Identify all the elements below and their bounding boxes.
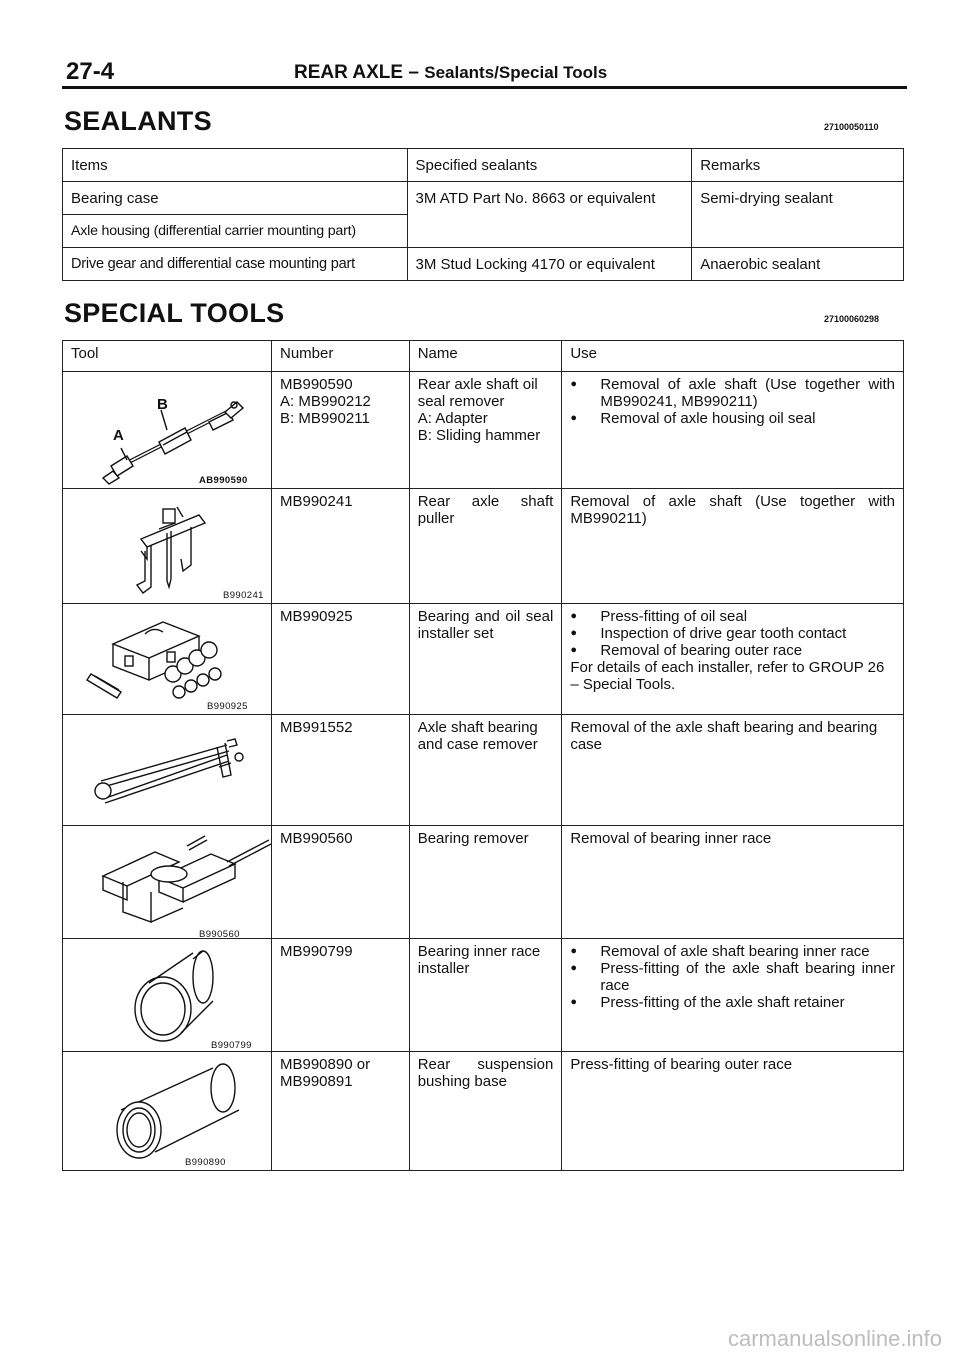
use-item: ● Removal of axle shaft (Use together with MB990241, MB990211) xyxy=(570,376,895,410)
tool-image-cell xyxy=(63,604,272,715)
tool-name: Rear axle shaft oil seal remover xyxy=(417,376,538,410)
inner-race-installer-illustration xyxy=(63,939,271,1051)
remark-cell: Anaerobic sealant xyxy=(692,248,904,281)
table-row xyxy=(63,715,904,826)
special-tools-table xyxy=(62,340,904,1171)
remark-cell-empty xyxy=(692,215,904,248)
use-note: For details of each installer, refer to GROUP 26 – Special Tools. xyxy=(570,659,885,693)
name-cell xyxy=(409,372,562,489)
table-row xyxy=(63,1052,904,1171)
col-header-sealants: Specified sealants xyxy=(407,149,692,182)
special-tools-title: SPECIAL TOOLS xyxy=(64,298,285,328)
tool-number: MB990590 xyxy=(280,376,353,393)
image-code: B990890 xyxy=(185,1157,226,1168)
table-row xyxy=(63,826,904,939)
bearing-case-remover-illustration xyxy=(63,715,271,825)
name-cell xyxy=(409,1052,562,1171)
use-cell xyxy=(562,939,904,1052)
oil-seal-remover-illustration xyxy=(63,372,271,488)
tool-image-cell xyxy=(63,715,272,826)
page-number: 27-4 xyxy=(66,58,115,85)
tool-number: MB991552 xyxy=(280,719,353,736)
remark-cell: Semi-drying sealant xyxy=(692,182,904,215)
tool-number: MB990560 xyxy=(280,830,353,847)
name-cell xyxy=(409,939,562,1052)
number-cell xyxy=(272,489,410,604)
image-code: B990925 xyxy=(207,701,248,712)
table-row xyxy=(63,248,904,281)
tool-name: Rear axle shaft puller xyxy=(417,493,554,527)
table-row xyxy=(63,182,904,215)
number-cell xyxy=(272,372,410,489)
use-item: ● Removal of bearing outer race xyxy=(570,642,895,659)
name-cell xyxy=(409,489,562,604)
item-cell: Axle housing (differential carrier mounting part) xyxy=(63,215,408,248)
use-cell xyxy=(562,372,904,489)
image-code: B990560 xyxy=(199,929,240,940)
table-row xyxy=(63,372,904,489)
col-header-remarks: Remarks xyxy=(692,149,904,182)
image-code: B990799 xyxy=(211,1040,252,1051)
table-row xyxy=(63,215,904,248)
use-item: ● Press-fitting of the axle shaft retainer xyxy=(570,994,895,1011)
tool-number: A: MB990212 xyxy=(280,393,371,410)
page-title xyxy=(294,62,607,84)
item-cell: Bearing case xyxy=(63,182,408,215)
bushing-base-drawing xyxy=(63,1052,271,1170)
number-cell xyxy=(272,715,410,826)
oil-seal-remover-drawing xyxy=(63,372,271,488)
tool-name: Rear suspension bushing base xyxy=(417,1056,554,1090)
col-header-tool: Tool xyxy=(63,341,272,372)
use-item: ● Removal of axle housing oil seal xyxy=(570,410,895,427)
sealants-header-row xyxy=(63,149,904,182)
tool-image-cell xyxy=(63,826,272,939)
bearing-case-remover-drawing xyxy=(63,715,271,825)
axle-shaft-puller-drawing xyxy=(63,489,271,603)
use-item: ● Press-fitting of the axle shaft bearing inner race xyxy=(570,960,895,994)
name-cell xyxy=(409,604,562,715)
sealants-table xyxy=(62,148,904,281)
section-name: REAR AXLE xyxy=(294,62,404,83)
sealant-cell: 3M Stud Locking 4170 or equivalent xyxy=(407,248,692,281)
bearing-remover-drawing xyxy=(63,826,271,938)
number-cell xyxy=(272,1052,410,1171)
tool-number: MB990799 xyxy=(280,943,353,960)
axle-shaft-puller-illustration xyxy=(63,489,271,603)
tool-number: MB990891 xyxy=(280,1073,353,1090)
table-row xyxy=(63,489,904,604)
use-item: ● Press-fitting of oil seal xyxy=(570,608,895,625)
tool-name: A: Adapter xyxy=(417,410,488,427)
sealants-title: SEALANTS xyxy=(64,106,212,136)
tool-name: Bearing inner race installer xyxy=(417,943,541,977)
page-header xyxy=(62,56,907,89)
installer-set-illustration xyxy=(63,604,271,714)
tool-image-cell xyxy=(63,372,272,489)
tool-name: Axle shaft bearing and case remover xyxy=(417,719,538,753)
number-cell xyxy=(272,939,410,1052)
tool-name: Bearing remover xyxy=(417,830,529,847)
use-cell: Removal of the axle shaft bearing and bearing case xyxy=(562,715,904,826)
use-cell: Press-fitting of bearing outer race xyxy=(562,1052,904,1171)
image-code: AB990590 xyxy=(199,475,248,486)
name-cell xyxy=(409,715,562,826)
use-item: ● Removal of axle shaft bearing inner race xyxy=(570,943,895,960)
col-header-name: Name xyxy=(409,341,562,372)
name-cell xyxy=(409,826,562,939)
item-cell: Drive gear and differential case mounting part xyxy=(63,248,408,281)
label-b: B xyxy=(157,396,169,413)
tool-number: MB990241 xyxy=(280,493,353,510)
tool-name: B: Sliding hammer xyxy=(417,427,541,444)
use-cell: Removal of bearing inner race xyxy=(562,826,904,939)
section-subtitle: Sealants/Special Tools xyxy=(424,63,608,82)
col-header-number: Number xyxy=(272,341,410,372)
sealant-cell: 3M ATD Part No. 8663 or equivalent xyxy=(407,182,692,215)
special-tools-code: 27100060298 xyxy=(824,314,880,324)
use-cell: Removal of axle shaft (Use together with MB990211) xyxy=(562,489,904,604)
tool-image-cell xyxy=(63,489,272,604)
use-list xyxy=(570,376,895,427)
tool-number: MB990925 xyxy=(280,608,353,625)
label-a: A xyxy=(113,427,125,444)
sealant-cell-empty xyxy=(407,215,692,248)
tool-image-cell xyxy=(63,1052,272,1171)
tool-number: MB990890 or xyxy=(280,1056,371,1073)
use-list xyxy=(570,608,895,659)
use-cell xyxy=(562,604,904,715)
col-header-items: Items xyxy=(63,149,408,182)
table-row xyxy=(63,604,904,715)
table-row xyxy=(63,939,904,1052)
tool-number: B: MB990211 xyxy=(280,410,370,427)
col-header-use: Use xyxy=(562,341,904,372)
inner-race-installer-drawing xyxy=(63,939,271,1051)
number-cell xyxy=(272,604,410,715)
watermark: carmanualsonline.info xyxy=(727,1326,942,1351)
sealants-code: 27100050110 xyxy=(824,122,879,132)
tool-image-cell xyxy=(63,939,272,1052)
tool-name: Bearing and oil seal installer set xyxy=(417,608,554,642)
use-item: ● Inspection of drive gear tooth contact xyxy=(570,625,895,642)
title-separator: – xyxy=(408,62,419,83)
bearing-remover-illustration xyxy=(63,826,271,938)
use-list xyxy=(570,943,895,1011)
number-cell xyxy=(272,826,410,939)
bushing-base-illustration xyxy=(63,1052,271,1170)
image-code: B990241 xyxy=(223,590,264,601)
tools-header-row xyxy=(63,341,904,372)
